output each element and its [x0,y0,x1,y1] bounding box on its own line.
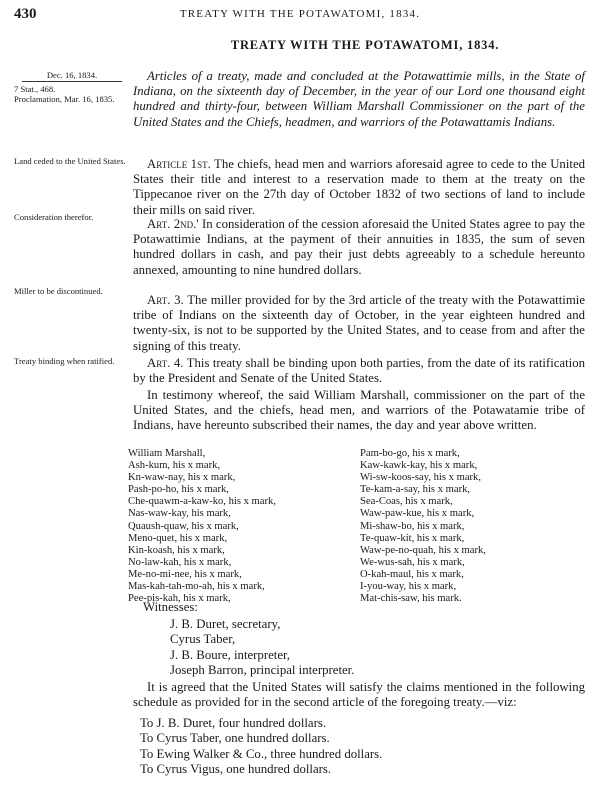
signature: O-kah-maul, his x mark, [360,568,464,580]
margin-proclamation: Proclamation, Mar. 16, 1835. [14,94,115,104]
closing-paragraph: It is agreed that the United States will satisfy the claims mentioned in the following schedule as provided for in the second article of the foregoing treaty.—viz: [133,680,585,710]
signature: Waw-paw-kue, his x mark, [360,508,475,520]
article-2 [133,217,585,278]
signature: Quaush-quaw, his x mark, [128,520,239,532]
witness: J. B. Duret, secretary, [170,617,281,631]
signature: We-wus-sah, his x mark, [360,556,465,568]
schedule-item: To Cyrus Vigus, one hundred dollars. [140,762,332,777]
signature: Pee-pis-kah, his x mark, [128,593,231,605]
signature: Te-kam-a-say, his x mark, [360,484,471,496]
article-4 [133,356,585,386]
signature: Waw-pe-no-quah, his x mark, [360,544,486,556]
running-header [14,6,586,24]
signature: Che-quawm-a-kaw-ko, his x mark, [128,496,276,508]
treaty-title: TREATY WITH THE POTAWATOMI, 1834. [230,38,500,52]
signature: Kn-waw-nay, his x mark, [128,472,236,484]
margin-statute [14,84,130,104]
article-1-label: Article 1st. [147,157,211,171]
witness: Joseph Barron, principal interpreter. [170,663,355,678]
margin-statute-ref: 7 Stat., 468. [14,84,56,94]
signature: Mat-chis-saw, his mark. [360,593,462,605]
article-4-label: Art. 4. [147,356,184,370]
signature: Sea-Coas, his x mark, [360,496,453,508]
signature: No-law-kah, his x mark, [128,556,232,568]
signature: Meno-quet, his x mark, [128,532,228,544]
margin-miller: Miller to be discontinued. [14,286,103,296]
signature: William Marshall, [128,448,206,459]
signature: Me-no-mi-nee, his x mark, [128,568,242,580]
signatures-right-column [360,448,588,605]
margin-land-ceded: Land ceded to the United States. [14,156,126,166]
signatures-left-column [128,448,358,605]
schedule-item: To Cyrus Taber, one hundred dollars. [140,731,330,746]
article-3-label: Art. 3. [147,293,184,307]
article-3-text: The miller provided for by the 3rd article of the treaty with the Potawattimie tribe of Indians on the sixteenth day of October, in the year eighteen hundred and twenty-six, is not to be supported by the United States, and to cease from and after the signing of this treaty. [133,293,586,353]
signature: Wi-sw-koos-say, his x mark, [360,472,481,484]
margin-binding: Treaty binding when ratified. [14,356,115,366]
preamble: Articles of a treaty, made and concluded at the Potawattimie mills, in the State of Indiana, on the sixteenth day of December, in the year of our Lord one thousand eight hundred and thirty-four, between William Marshall Commissioner on the part of the United States and the Chiefs, headmen, and warriors of the Potawattamis Indians. [133,69,585,129]
signature: Nas-waw-kay, his mark, [128,508,231,520]
witness: J. B. Boure, interpreter, [170,647,290,662]
margin-consideration: Consideration therefor. [14,212,94,222]
schedule-item: To J. B. Duret, four hundred dollars. [140,716,327,730]
signature: Te-quaw-kit, his x mark, [360,532,465,544]
signature: Ash-kum, his x mark, [128,460,221,472]
witnesses-heading: Witnesses: [143,600,198,614]
margin-date: Dec. 16, 1834. [46,70,98,80]
article-3 [133,293,585,354]
signature: Pash-po-ho, his x mark, [128,484,229,496]
signature: Kaw-kawk-kay, his x mark, [360,460,478,472]
article-1-text: The chiefs, head men and warriors aforesaid agree to cede to the United States their title and interest to a reservation made to them at the treaty on the Tippecanoe river on the 27th day of October 1832 of two sections of land to include their mills on said river. [133,157,586,217]
testimony: In testimony whereof, the said William Marshall, commissioner on the part of the United States, and the chiefs, head men, and warriors of the Potawatamie tribe of Indians, have hereunto subscribed their names, the day and year above written. [133,388,585,433]
page-number: 430 [14,6,37,22]
article-4-text: This treaty shall be binding upon both parties, from the date of its ratification by the President and Senate of the United States. [133,356,586,386]
article-2-text: In consideration of the cession aforesaid the United States agree to pay the Potawattimie Indians, at the payment of their annuities in 1835, the sum of seven hundred dollars in cash, and pay their just debts agreeably to a schedule hereunto annexed, amounting to nine hundred dollars. [133,217,585,277]
signature: Kin-koash, his x mark, [128,544,225,556]
signature: I-you-way, his x mark, [360,581,457,593]
margin-rule [22,81,122,82]
signature: Pam-bo-go, his x mark, [360,448,460,459]
article-1 [133,157,585,218]
schedule-item: To Ewing Walker & Co., three hundred dollars. [140,746,383,761]
payment-schedule [140,716,382,778]
signature: Mi-shaw-bo, his x mark, [360,520,465,532]
witnesses-list [170,617,354,679]
signature: Mas-kah-tah-mo-ah, his x mark, [128,581,265,593]
running-title: TREATY WITH THE POTAWATOMI, 1834. [179,8,421,20]
witness: Cyrus Taber, [170,632,236,647]
article-2-label: Art. 2nd.' [147,217,199,231]
